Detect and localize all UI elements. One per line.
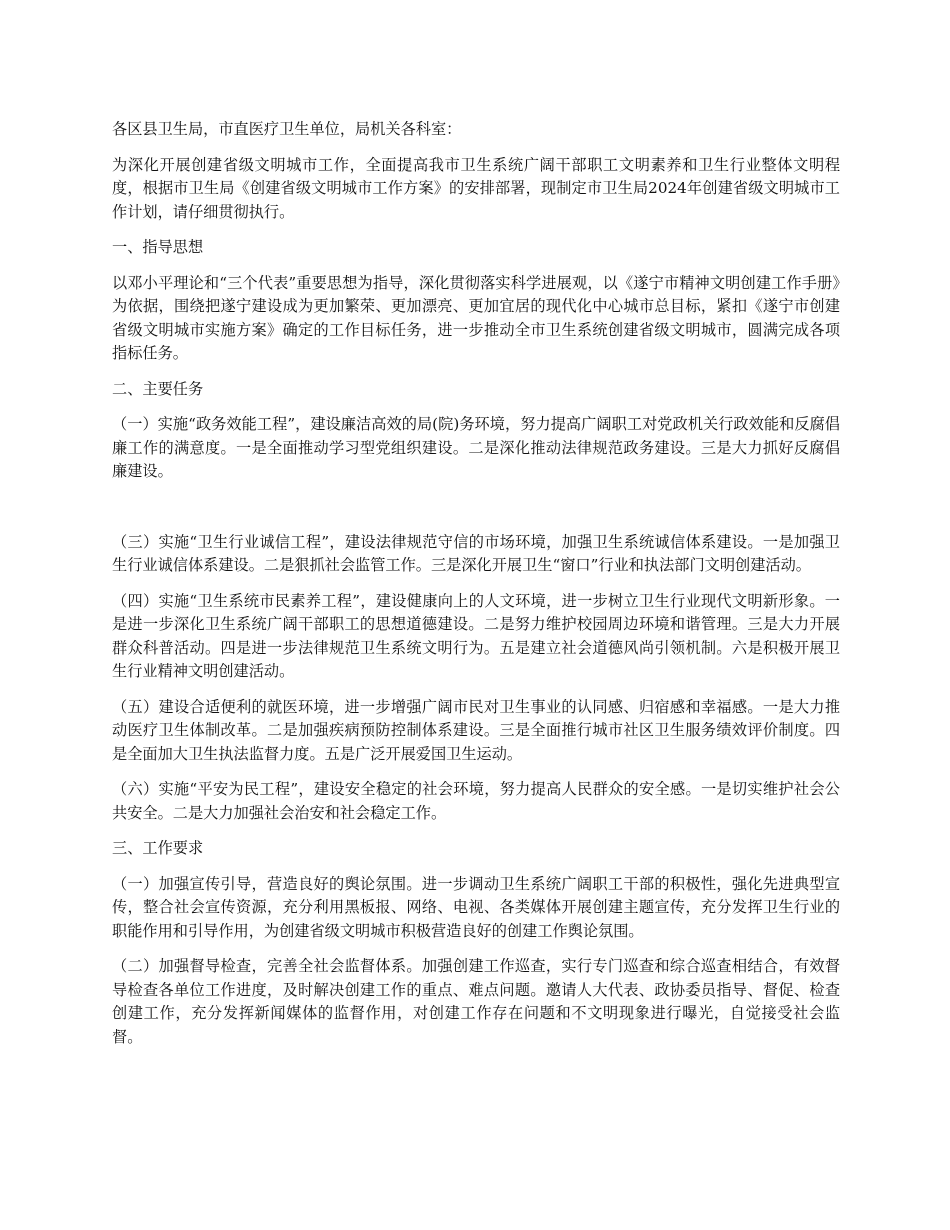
- guiding-ideology-paragraph: 以邓小平理论和“三个代表”重要思想为指导，深化贯彻落实科学进展观，以《遂宁市精神文明创建工作手册》为依据，围绕把遂宁建设成为更加繁荣、更加漂亮、更加宜居的现代化中心城市总目标，紧扣《遂宁市创建省级文明城市实施方案》确定的工作目标任务，进一步推动全市卫生系统创建省级文明城市，圆满完成各项指标任务。: [112, 273, 840, 362]
- task-paragraph-1: （一）实施“政务效能工程”，建设廉洁高效的局(院)务环境，努力提高广阔职工对党政机关行政效能和反腐倡廉工作的满意度。一是全面推动学习型党组织建设。二是深化推动法律规范政务建设。三是大力抓好反腐倡廉建设。: [112, 415, 840, 480]
- task-paragraph-3: （三）实施“卫生行业诚信工程”，建设法律规范守信的市场环境，加强卫生系统诚信体系建设。一是加强卫生行业诚信体系建设。二是狠抓社会监管工作。三是深化开展卫生“窗口”行业和执法部门文明创建活动。: [112, 532, 840, 574]
- document-body: [112, 118, 840, 1061]
- section-heading-main-tasks: 二、主要任务: [112, 379, 204, 398]
- blank-gap: [112, 496, 840, 531]
- section-heading-work-requirements: 三、工作要求: [112, 839, 204, 857]
- task-paragraph-5: （五）建设合适便利的就医环境，进一步增强广阔市民对卫生事业的认同感、归宿感和幸福感。一是大力推动医疗卫生体制改革。二是加强疾病预防控制体系建设。三是全面推行城市社区卫生服务绩效评价制度。四是全面加大卫生执法监督力度。五是广泛开展爱国卫生运动。: [112, 697, 840, 763]
- section-heading-guiding-ideology: 一、指导思想: [112, 238, 204, 256]
- task-paragraph-6: （六）实施“平安为民工程”，建设安全稳定的社会环境，努力提高人民群众的安全感。一是切实维护社会公共安全。二是大力加强社会治安和社会稳定工作。: [112, 780, 840, 822]
- requirement-paragraph-1: （一）加强宣传引导，营造良好的舆论氛围。进一步调动卫生系统广阔职工干部的积极性，强化先进典型宣传，整合社会宣传资源，充分利用黑板报、网络、电视、各类媒体开展创建主题宣传，充分发挥卫生行业的职能作用和引导作用，为创建省级文明城市积极营造良好的创建工作舆论氛围。: [112, 874, 840, 940]
- salutation: 各区县卫生局，市直医疗卫生单位，局机关各科室：: [112, 120, 462, 138]
- requirement-paragraph-2: （二）加强督导检查，完善全社会监督体系。加强创建工作巡查，实行专门巡查和综合巡查相结合，有效督导检查各单位工作进度，及时解决创建工作的重点、难点问题。邀请人大代表、政协委员指导、督促、检查创建工作，充分发挥新闻媒体的监督作用，对创建工作存在问题和不文明现象进行曝光，自觉接受社会监督。: [112, 957, 840, 1046]
- task-paragraph-4: （四）实施“卫生系统市民素养工程”，建设健康向上的人文环境，进一步树立卫生行业现代文明新形象。一是进一步深化卫生系统广阔干部职工的思想道德建设。二是努力维护校园周边环境和谐管理。三是大力开展群众科普活动。四是进一步法律规范卫生系统文明行为。五是建立社会道德风尚引领机制。六是积极开展卫生行业精神文明创建活动。: [112, 591, 840, 680]
- intro-paragraph: 为深化开展创建省级文明城市工作，全面提高我市卫生系统广阔干部职工文明素养和卫生行业整体文明程度，根据市卫生局《创建省级文明城市工作方案》的安排部署，现制定市卫生局2024年创建省级文明城市工作计划，请仔细贯彻执行。: [112, 155, 840, 221]
